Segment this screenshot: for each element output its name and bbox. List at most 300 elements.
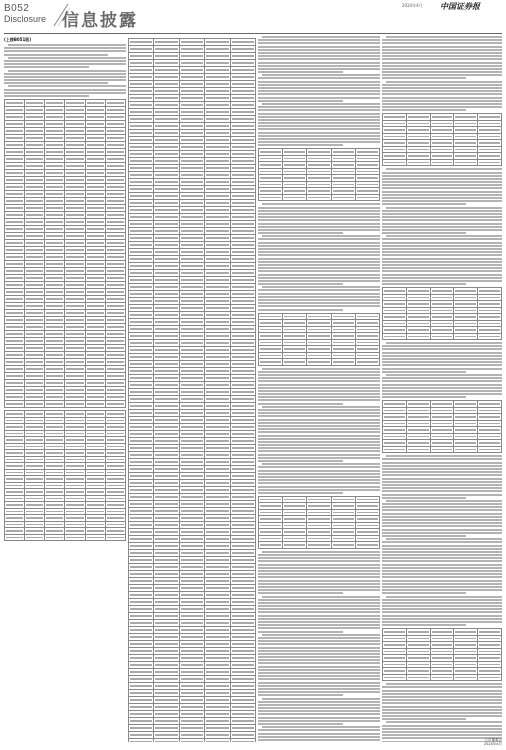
table-cell xyxy=(179,347,204,354)
table-cell xyxy=(154,417,179,424)
table-cell xyxy=(154,473,179,480)
table-cell xyxy=(105,128,125,135)
table-cell xyxy=(45,219,65,226)
table-cell xyxy=(154,270,179,277)
table-cell xyxy=(65,401,85,408)
table-cell xyxy=(230,641,255,648)
table-cell xyxy=(129,739,154,743)
table-cell xyxy=(65,184,85,191)
table-cell xyxy=(430,674,454,681)
table-cell xyxy=(105,233,125,240)
table-cell xyxy=(230,571,255,578)
table-cell xyxy=(45,387,65,394)
table-cell xyxy=(129,424,154,431)
table-cell xyxy=(179,718,204,725)
data-table xyxy=(382,113,502,166)
table-cell xyxy=(5,240,25,247)
table-cell xyxy=(129,403,154,410)
body-text-block xyxy=(258,235,380,285)
table-cell xyxy=(85,303,105,310)
table-cell xyxy=(154,585,179,592)
table-row xyxy=(129,536,256,543)
table-cell xyxy=(230,375,255,382)
table-cell xyxy=(129,235,154,242)
table-cell xyxy=(205,648,230,655)
table-cell xyxy=(154,109,179,116)
table-cell xyxy=(5,212,25,219)
table-cell xyxy=(129,340,154,347)
table-cell xyxy=(283,194,307,201)
table-cell xyxy=(65,170,85,177)
table-cell xyxy=(45,107,65,114)
table-cell xyxy=(45,401,65,408)
table-cell xyxy=(5,170,25,177)
table-cell xyxy=(25,156,45,163)
table-row xyxy=(5,205,126,212)
table-cell xyxy=(154,452,179,459)
table-cell xyxy=(355,359,379,366)
table-cell xyxy=(5,387,25,394)
table-cell xyxy=(129,389,154,396)
table-cell xyxy=(45,366,65,373)
table-cell xyxy=(230,67,255,74)
table-cell xyxy=(45,128,65,135)
table-cell xyxy=(205,312,230,319)
table-cell xyxy=(5,128,25,135)
table-row xyxy=(129,214,256,221)
table-cell xyxy=(85,100,105,107)
table-cell xyxy=(230,522,255,529)
table-cell xyxy=(65,261,85,268)
table-cell xyxy=(65,373,85,380)
table-cell xyxy=(65,366,85,373)
table-cell xyxy=(205,263,230,270)
table-cell xyxy=(230,60,255,67)
table-cell xyxy=(179,277,204,284)
table-cell xyxy=(45,352,65,359)
table-cell xyxy=(154,648,179,655)
table-cell xyxy=(230,578,255,585)
table-row xyxy=(129,88,256,95)
table-cell xyxy=(25,247,45,254)
table-cell xyxy=(85,184,105,191)
table-cell xyxy=(205,410,230,417)
table-cell xyxy=(65,100,85,107)
table-cell xyxy=(25,303,45,310)
table-cell xyxy=(179,123,204,130)
table-row xyxy=(5,198,126,205)
table-cell xyxy=(129,221,154,228)
table-row xyxy=(129,130,256,137)
table-cell xyxy=(45,226,65,233)
table-cell xyxy=(85,247,105,254)
table-cell xyxy=(129,130,154,137)
body-text-block xyxy=(258,634,380,697)
table-cell xyxy=(230,270,255,277)
masthead xyxy=(0,0,506,32)
table-cell xyxy=(205,690,230,697)
table-cell xyxy=(205,354,230,361)
table-cell xyxy=(105,170,125,177)
continuation-title: (上接B051版) xyxy=(4,37,32,42)
table-cell xyxy=(230,564,255,571)
table-cell xyxy=(85,121,105,128)
table-cell xyxy=(230,382,255,389)
table-row xyxy=(129,725,256,732)
table-cell xyxy=(230,550,255,557)
table-cell xyxy=(154,410,179,417)
table-row xyxy=(5,121,126,128)
table-cell xyxy=(406,446,430,453)
table-cell xyxy=(25,317,45,324)
table-cell xyxy=(45,296,65,303)
table-cell xyxy=(105,100,125,107)
table-cell xyxy=(230,53,255,60)
table-cell xyxy=(179,424,204,431)
table-cell xyxy=(179,522,204,529)
table-cell xyxy=(179,515,204,522)
table-cell xyxy=(454,159,478,166)
table-cell xyxy=(129,445,154,452)
table-cell xyxy=(25,149,45,156)
table-cell xyxy=(205,284,230,291)
table-row xyxy=(129,46,256,53)
table-cell xyxy=(65,254,85,261)
table-row xyxy=(129,270,256,277)
table-cell xyxy=(45,163,65,170)
table-cell xyxy=(230,158,255,165)
table-cell xyxy=(5,114,25,121)
table-cell xyxy=(307,542,331,549)
table-cell xyxy=(105,303,125,310)
table-cell xyxy=(154,354,179,361)
table-cell xyxy=(25,275,45,282)
table-row xyxy=(129,557,256,564)
table-cell xyxy=(154,214,179,221)
table-row xyxy=(129,410,256,417)
table-cell xyxy=(154,375,179,382)
table-row xyxy=(129,697,256,704)
table-cell xyxy=(179,669,204,676)
table-row xyxy=(5,338,126,345)
table-cell xyxy=(205,557,230,564)
table-cell xyxy=(25,233,45,240)
body-text-block xyxy=(258,203,380,234)
table-cell xyxy=(230,193,255,200)
table-cell xyxy=(105,114,125,121)
table-cell xyxy=(179,137,204,144)
table-row xyxy=(129,704,256,711)
table-cell xyxy=(205,494,230,501)
table-cell xyxy=(205,186,230,193)
table-cell xyxy=(205,116,230,123)
table-cell xyxy=(85,275,105,282)
table-cell xyxy=(5,135,25,142)
table-cell xyxy=(105,268,125,275)
table-cell xyxy=(154,403,179,410)
table-cell xyxy=(25,135,45,142)
table-row xyxy=(129,606,256,613)
table-cell xyxy=(5,310,25,317)
table-cell xyxy=(105,240,125,247)
table-row xyxy=(5,142,126,149)
table-cell xyxy=(230,452,255,459)
newspaper-logo: 中国证券报 xyxy=(440,1,480,11)
table-cell xyxy=(205,480,230,487)
table-cell xyxy=(65,149,85,156)
table-cell xyxy=(105,135,125,142)
table-cell xyxy=(45,149,65,156)
table-cell xyxy=(230,585,255,592)
table-cell xyxy=(129,179,154,186)
table-cell xyxy=(205,67,230,74)
table-row xyxy=(129,151,256,158)
table-cell xyxy=(230,697,255,704)
table-cell xyxy=(154,39,179,46)
table-row xyxy=(129,312,256,319)
table-cell xyxy=(205,333,230,340)
table-cell xyxy=(179,207,204,214)
table-cell xyxy=(85,205,105,212)
table-cell xyxy=(154,165,179,172)
table-row xyxy=(383,333,502,340)
table-row xyxy=(129,165,256,172)
table-row xyxy=(129,319,256,326)
table-cell xyxy=(179,333,204,340)
table-cell xyxy=(65,534,85,541)
table-cell xyxy=(205,417,230,424)
table-row xyxy=(129,186,256,193)
table-cell xyxy=(179,340,204,347)
table-cell xyxy=(179,214,204,221)
table-row xyxy=(129,333,256,340)
table-cell xyxy=(85,310,105,317)
table-cell xyxy=(179,711,204,718)
table-row xyxy=(129,711,256,718)
table-cell xyxy=(65,338,85,345)
table-cell xyxy=(25,387,45,394)
table-row xyxy=(129,543,256,550)
table-cell xyxy=(205,368,230,375)
table-cell xyxy=(5,345,25,352)
table-cell xyxy=(230,676,255,683)
table-cell xyxy=(25,205,45,212)
table-cell xyxy=(105,534,125,541)
table-cell xyxy=(85,114,105,121)
table-cell xyxy=(154,298,179,305)
table-row xyxy=(5,401,126,408)
table-cell xyxy=(230,606,255,613)
table-cell xyxy=(205,403,230,410)
table-cell xyxy=(179,571,204,578)
table-cell xyxy=(230,347,255,354)
table-cell xyxy=(259,542,283,549)
table-cell xyxy=(205,39,230,46)
body-text-block xyxy=(258,74,380,102)
table-cell xyxy=(205,599,230,606)
table-cell xyxy=(5,156,25,163)
table-cell xyxy=(383,446,407,453)
table-row xyxy=(129,438,256,445)
table-cell xyxy=(154,193,179,200)
table-row xyxy=(129,690,256,697)
table-cell xyxy=(25,142,45,149)
table-row xyxy=(129,648,256,655)
page-number: B052 xyxy=(4,3,30,14)
table-cell xyxy=(179,613,204,620)
table-row xyxy=(129,676,256,683)
footer-line: 公司董事会 xyxy=(484,738,502,742)
table-cell xyxy=(205,627,230,634)
table-cell xyxy=(85,387,105,394)
table-cell xyxy=(179,536,204,543)
table-cell xyxy=(179,739,204,743)
table-cell xyxy=(205,445,230,452)
table-cell xyxy=(205,95,230,102)
table-row xyxy=(129,109,256,116)
table-cell xyxy=(179,319,204,326)
table-cell xyxy=(179,375,204,382)
table-cell xyxy=(230,305,255,312)
table-cell xyxy=(154,249,179,256)
table-cell xyxy=(65,121,85,128)
table-row xyxy=(5,345,126,352)
table-cell xyxy=(205,431,230,438)
table-row xyxy=(129,53,256,60)
table-cell xyxy=(129,557,154,564)
table-cell xyxy=(205,739,230,743)
table-cell xyxy=(105,184,125,191)
table-cell xyxy=(5,191,25,198)
table-row xyxy=(129,515,256,522)
table-cell xyxy=(5,198,25,205)
body-text-block xyxy=(382,235,502,285)
table-cell xyxy=(25,191,45,198)
table-cell xyxy=(179,543,204,550)
table-cell xyxy=(85,226,105,233)
table-cell xyxy=(5,219,25,226)
table-cell xyxy=(45,394,65,401)
body-text-block xyxy=(258,596,380,633)
table-cell xyxy=(154,347,179,354)
table-cell xyxy=(230,235,255,242)
table-cell xyxy=(154,130,179,137)
table-cell xyxy=(154,60,179,67)
table-cell xyxy=(154,319,179,326)
table-cell xyxy=(205,655,230,662)
table-cell xyxy=(45,303,65,310)
table-cell xyxy=(230,179,255,186)
table-cell xyxy=(65,317,85,324)
table-cell xyxy=(230,508,255,515)
body-text-block xyxy=(382,455,502,498)
table-row xyxy=(5,289,126,296)
table-cell xyxy=(25,198,45,205)
table-cell xyxy=(5,331,25,338)
table-cell xyxy=(179,494,204,501)
table-cell xyxy=(105,387,125,394)
body-text-block xyxy=(382,168,502,205)
table-cell xyxy=(45,275,65,282)
table-cell xyxy=(85,380,105,387)
table-cell xyxy=(179,431,204,438)
table-cell xyxy=(154,333,179,340)
table-row xyxy=(129,39,256,46)
table-cell xyxy=(5,275,25,282)
table-cell xyxy=(154,389,179,396)
table-cell xyxy=(129,375,154,382)
table-cell xyxy=(205,466,230,473)
table-cell xyxy=(129,137,154,144)
table-row xyxy=(129,305,256,312)
table-row xyxy=(129,375,256,382)
table-cell xyxy=(230,410,255,417)
table-cell xyxy=(25,268,45,275)
table-cell xyxy=(179,39,204,46)
table-cell xyxy=(154,137,179,144)
table-cell xyxy=(230,151,255,158)
table-cell xyxy=(129,431,154,438)
table-cell xyxy=(25,380,45,387)
table-cell xyxy=(230,221,255,228)
table-cell xyxy=(259,359,283,366)
table-row xyxy=(129,620,256,627)
table-cell xyxy=(129,627,154,634)
table-row xyxy=(5,114,126,121)
table-cell xyxy=(154,592,179,599)
column-4 xyxy=(382,36,502,742)
table-cell xyxy=(129,641,154,648)
table-cell xyxy=(5,254,25,261)
table-cell xyxy=(154,242,179,249)
table-cell xyxy=(230,438,255,445)
table-cell xyxy=(25,212,45,219)
table-cell xyxy=(154,284,179,291)
table-cell xyxy=(154,221,179,228)
table-row xyxy=(129,207,256,214)
table-cell xyxy=(129,326,154,333)
table-cell xyxy=(129,452,154,459)
table-cell xyxy=(5,282,25,289)
table-cell xyxy=(154,361,179,368)
body-text-block xyxy=(382,500,502,537)
table-cell xyxy=(230,613,255,620)
table-row xyxy=(129,578,256,585)
table-cell xyxy=(205,242,230,249)
table-cell xyxy=(179,508,204,515)
table-cell xyxy=(25,296,45,303)
table-cell xyxy=(85,401,105,408)
table-cell xyxy=(129,438,154,445)
table-cell xyxy=(179,130,204,137)
table-cell xyxy=(230,501,255,508)
table-cell xyxy=(129,67,154,74)
table-row xyxy=(129,382,256,389)
table-cell xyxy=(179,473,204,480)
table-cell xyxy=(129,648,154,655)
table-cell xyxy=(129,186,154,193)
table-cell xyxy=(230,284,255,291)
table-cell xyxy=(25,338,45,345)
table-cell xyxy=(85,156,105,163)
table-cell xyxy=(205,529,230,536)
table-cell xyxy=(154,578,179,585)
table-cell xyxy=(129,480,154,487)
table-cell xyxy=(478,159,502,166)
table-cell xyxy=(129,347,154,354)
table-cell xyxy=(179,284,204,291)
table-cell xyxy=(205,361,230,368)
